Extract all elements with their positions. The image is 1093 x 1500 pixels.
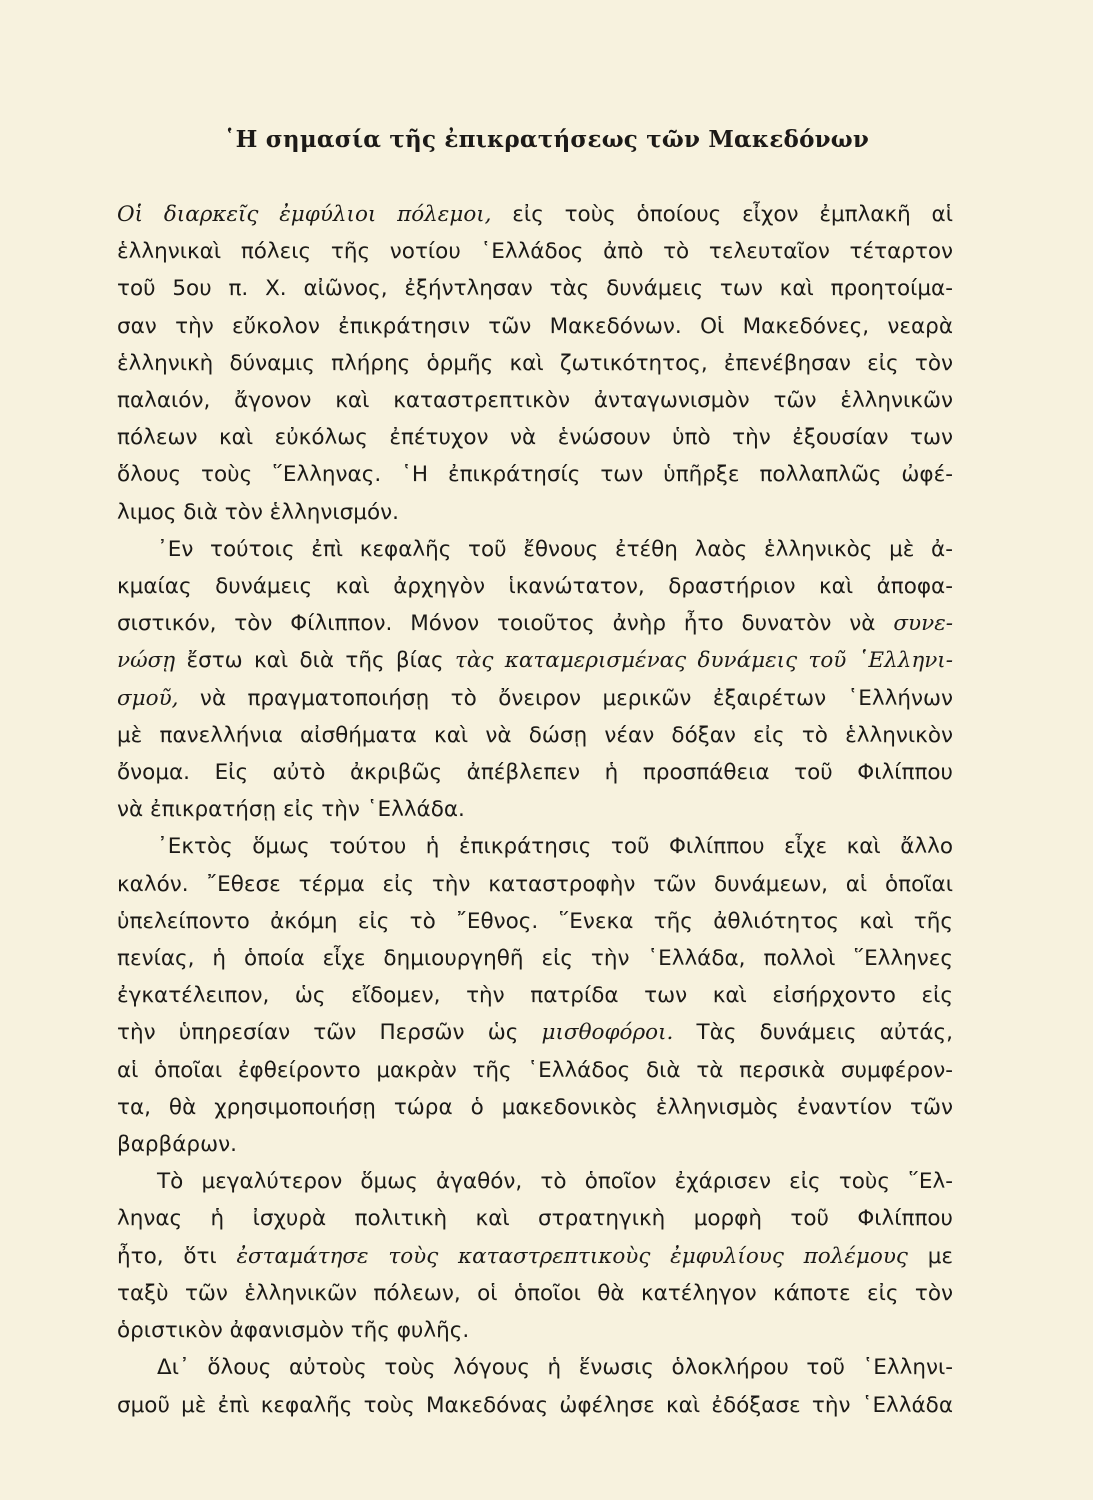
paragraph	[117, 1163, 953, 1349]
text-run: πόλεων καὶ εὐκόλως ἐπέτυχον νὰ ἑνώσουν ὑπὸ τὴν ἐξουσίαν των	[117, 425, 953, 451]
italic-text-run: ἐσταμάτησε τοὺς καταστρεπτικοὺς ἐμφυλίους πολέμους	[236, 1243, 908, 1269]
italic-text-run: Οἱ διαρκεῖς ἐμφύλιοι πόλεμοι,	[117, 202, 492, 227]
text-run: μὲ πανελλήνια αἰσθήματα καὶ νὰ δώσῃ νέαν δόξαν εἰς τὸ ἑλληνικὸν	[117, 722, 953, 748]
text-run: ἐγκατέλειπον, ὡς εἴδομεν, τὴν πατρίδα των καὶ εἰσήρχοντο εἰς	[117, 983, 953, 1009]
text-line	[117, 233, 953, 270]
text-run: ᾿Εν τούτοις ἐπὶ κεφαλῆς τοῦ ἔθνους ἐτέθη λαὸς ἑλληνικὸς μὲ ἀ-	[157, 536, 953, 562]
paragraph	[117, 1349, 953, 1423]
text-run: σμοῦ μὲ ἐπὶ κεφαλῆς τοὺς Μακεδόνας ὠφέλησε καὶ ἐδόξασε τὴν ῾Ελλάδα	[117, 1392, 953, 1418]
text-run: σαν τὴν εὔκολον ἐπικράτησιν τῶν Μακεδόνων. Οἱ Μακεδόνες, νεαρὰ	[117, 313, 953, 339]
text-run: σιστικόν, τὸν Φίλιππον. Μόνον τοιοῦτος ἀνὴρ ἦτο δυνατὸν νὰ	[117, 611, 894, 637]
text-line	[117, 1387, 953, 1424]
text-line	[117, 866, 953, 903]
text-line	[117, 754, 953, 791]
text-line	[117, 1126, 953, 1163]
italic-text-run: μισθοφόροι.	[541, 1020, 674, 1046]
text-run: ταξὺ τῶν ἑλληνικῶν πόλεων, οἱ ὁποῖοι θὰ κατέληγον κάποτε εἰς τὸν	[117, 1280, 953, 1306]
text-run: κμαίας δυνάμεις καὶ ἀρχηγὸν ἱκανώτατον, δραστήριον καὶ ἀποφα-	[117, 574, 953, 600]
text-line	[117, 642, 953, 679]
text-line	[117, 605, 953, 642]
text-run: πενίας, ἡ ὁποία εἶχε δημιουργηθῆ εἰς τὴν ῾Ελλάδα, πολλοὶ ῞Ελληνες	[117, 946, 953, 972]
text-run: τὴν ὑπηρεσίαν τῶν Περσῶν ὡς	[117, 1020, 542, 1046]
text-line	[117, 382, 953, 419]
text-run: νὰ πραγματοποιήσῃ τὸ ὄνειρον μερικῶν ἐξαιρέτων ῾Ελλήνων	[178, 685, 953, 711]
text-line	[117, 1312, 953, 1349]
text-line	[117, 903, 953, 940]
text-run: ἑλληνικαὶ πόλεις τῆς νοτίου ῾Ελλάδος ἀπὸ τὸ τελευταῖον τέταρτον	[117, 239, 953, 265]
text-run: ἑλληνικὴ δύναμις πλήρης ὁρμῆς καὶ ζωτικότητος, ἐπενέβησαν εἰς τὸν	[117, 350, 953, 376]
paragraph	[117, 828, 953, 1163]
text-line	[117, 1052, 953, 1089]
text-line	[117, 1089, 953, 1126]
text-line	[117, 568, 953, 605]
text-line	[117, 345, 953, 382]
text-line	[117, 1163, 953, 1200]
text-run: βαρβάρων.	[117, 1132, 237, 1158]
text-line	[117, 1014, 953, 1051]
text-run: ὄνομα. Εἰς αὐτὸ ἀκριβῶς ἀπέβλεπεν ἡ προσπάθεια τοῦ Φιλίππου	[117, 760, 953, 786]
text-line	[117, 680, 953, 717]
text-run: λιμος διὰ τὸν ἑλληνισμόν.	[117, 499, 399, 525]
italic-text-run: νώσῃ	[117, 648, 176, 674]
text-line	[117, 791, 953, 828]
text-run: ἔστω καὶ διὰ τῆς βίας	[175, 648, 455, 674]
text-line	[117, 940, 953, 977]
text-line	[117, 828, 953, 865]
text-run: Τὸ μεγαλύτερον ὅμως ἀγαθόν, τὸ ὁποῖον ἐχάρισεν εἰς τοὺς ῞Ελ-	[157, 1169, 953, 1195]
text-run: ᾿Εκτὸς ὅμως τούτου ἡ ἐπικράτησις τοῦ Φιλίππου εἶχε καὶ ἄλλο	[157, 834, 953, 860]
text-line	[117, 1349, 953, 1386]
text-run: ὁριστικὸν ἀφανισμὸν τῆς φυλῆς.	[117, 1318, 470, 1344]
text-run: ὅλους τοὺς ῞Ελληνας. ῾Η ἐπικράτησίς των ὑπῆρξε πολλαπλῶς ὠφέ-	[117, 462, 953, 488]
text-run: ὑπελείποντο ἀκόμη εἰς τὸ ῎Εθνος. ῞Ενεκα τῆς ἀθλιότητος καὶ τῆς	[117, 908, 953, 934]
text-line	[117, 1275, 953, 1312]
text-line	[117, 977, 953, 1014]
text-run: ἦτο, ὅτι	[117, 1243, 237, 1269]
italic-text-run: σμοῦ,	[117, 685, 179, 711]
text-line	[117, 308, 953, 345]
text-run: αἱ ὁποῖαι ἐφθείροντο μακρὰν τῆς ῾Ελλάδος διὰ τὰ περσικὰ συμφέρον-	[117, 1057, 953, 1083]
text-run: καλόν. ῎Εθεσε τέρμα εἰς τὴν καταστροφὴν τῶν δυνάμεων, αἱ ὁποῖαι	[117, 871, 953, 897]
text-run: ληνας ἡ ἰσχυρὰ πολιτικὴ καὶ στρατηγικὴ μορφὴ τοῦ Φιλίππου	[117, 1206, 953, 1232]
text-line	[117, 531, 953, 568]
body-text	[117, 196, 953, 1424]
text-line	[117, 717, 953, 754]
text-line	[117, 270, 953, 307]
paragraph	[117, 196, 953, 531]
italic-text-run: συνε-	[893, 611, 953, 637]
text-run: νὰ ἐπικρατήσῃ εἰς τὴν ῾Ελλάδα.	[117, 797, 465, 823]
text-line	[117, 196, 953, 233]
text-line	[117, 419, 953, 456]
text-run: εἰς τοὺς ὁποίους εἶχον ἐμπλακῆ αἱ	[491, 202, 953, 227]
text-run: Τὰς δυνάμεις αὐτάς,	[673, 1020, 953, 1046]
text-run: παλαιόν, ἄγονον καὶ καταστρεπτικὸν ἀνταγωνισμὸν τῶν ἑλληνικῶν	[117, 388, 953, 414]
text-run: τα, θὰ χρησιμοποιήσῃ τώρα ὁ μακεδονικὸς ἑλληνισμὸς ἐναντίον τῶν	[117, 1094, 953, 1120]
page-title: ῾Η σημασία τῆς ἐπικρατήσεως τῶν Μακεδόνων	[223, 126, 870, 153]
text-run: τοῦ 5ου π. Χ. αἰῶνος, ἐξήντλησαν τὰς δυνάμεις των καὶ προητοίμα-	[117, 276, 953, 302]
paragraph	[117, 531, 953, 829]
text-run: Δι᾿ ὅλους αὐτοὺς τοὺς λόγους ἡ ἕνωσις ὁλοκλήρου τοῦ ῾Ελληνι-	[157, 1355, 953, 1381]
text-run: με	[907, 1243, 953, 1269]
italic-text-run: τὰς καταμερισμένας δυνάμεις τοῦ ῾Ελληνι-	[455, 648, 953, 674]
text-line	[117, 456, 953, 493]
text-line	[117, 1200, 953, 1237]
text-line	[117, 494, 953, 531]
text-line	[117, 1238, 953, 1275]
